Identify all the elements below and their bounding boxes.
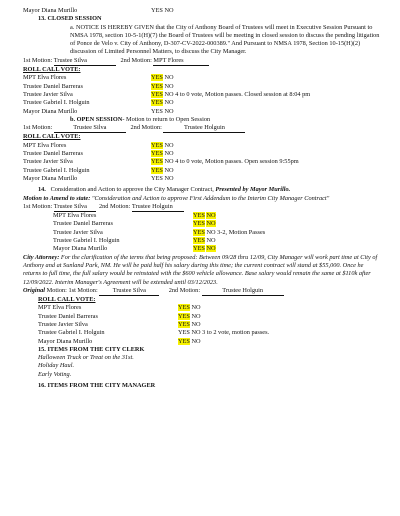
vote-row (23, 108, 380, 116)
vote-row (38, 304, 380, 312)
section-14-heading: 14. Consideration and Action to approve the City Manager Contract, Presented by Mayor Murillo. (38, 186, 291, 194)
motion-line (23, 124, 380, 133)
vote-value (151, 142, 174, 150)
yes-highlight: YES (193, 245, 205, 253)
vote-value (178, 304, 201, 312)
voter-name: Mayor Diana Murillo (23, 174, 78, 182)
voter-name: Trustee Daniel Barreras (23, 150, 83, 158)
voter-name: Trustee Gabriel I. Holguin (38, 329, 105, 337)
vote-value (178, 321, 201, 329)
motion-line (23, 57, 380, 66)
voter-name: Mayor Diana Murillo (38, 337, 93, 345)
no-highlight: NO (206, 212, 216, 220)
vote-detail: NO (162, 74, 174, 82)
vote-detail: NO 3-2, Motion Passes (204, 228, 266, 236)
yes-highlight: YES (193, 228, 205, 236)
original-votes (38, 304, 380, 345)
section-13-heading: 13. CLOSED SESSION (38, 15, 102, 23)
vote-detail: NO (162, 166, 174, 174)
yes-highlight: YES (193, 237, 205, 245)
vote-value: YES NO (151, 7, 174, 14)
voter-name: Trustee Daniel Barreras (38, 312, 98, 320)
vote-detail: YES NO (151, 107, 174, 115)
vote-value (151, 108, 174, 116)
yes-highlight: YES (151, 99, 163, 107)
vote-row (38, 313, 380, 321)
closed-session-notice: a. NOTICE IS HEREBY GIVEN that the City of Anthony Board of Trustees will meet in Executive Session Pursuant to NMSA 1978, section 10-5-1(H)(7) the Board of Trustees will be meeting in closed session to discuss the pending litigation of Ponce de Velo v. City of Anthony, D-307-CV-2022-000389." And Pursuant to NMSA 1978, Section 10-15(H)(2) discussion of Limited Personnel Matters, to discuss the City Manager. (70, 23, 380, 56)
vote-row (53, 220, 380, 228)
first-motion-label: 1st Motion: (23, 56, 53, 64)
roll-call-heading: ROLL CALL VOTE: (38, 296, 96, 304)
vote-row (53, 212, 380, 220)
vote-row (23, 83, 380, 91)
open-session-line (70, 116, 380, 124)
vote-value (151, 83, 174, 91)
vote-value (193, 237, 216, 245)
roll-call-votes (23, 142, 380, 183)
yes-highlight: YES (151, 166, 163, 174)
yes-highlight: YES (151, 74, 163, 82)
original-motion-line: Original Motion: 1st Motion: Trustee Silva 2nd Motion: Trustee Holguin (23, 287, 380, 296)
voter-name: Trustee Gabriel I. Holguin (23, 166, 90, 174)
vote-row (53, 245, 380, 253)
vote-value (151, 158, 299, 166)
no-highlight: NO (206, 220, 216, 228)
vote-value (178, 329, 269, 337)
amend-votes (53, 212, 380, 253)
vote-row (23, 158, 380, 166)
clerk-item: Holiday Haul. (38, 362, 75, 370)
vote-detail: YES NO (151, 174, 174, 182)
yes-highlight: YES (151, 141, 163, 149)
section-16-heading: 16. ITEMS FROM THE CITY MANAGER (38, 382, 156, 390)
vote-value (151, 175, 174, 183)
vote-detail: NO (189, 304, 201, 312)
vote-detail: NO (162, 99, 174, 107)
vote-value (151, 74, 174, 82)
first-motion-label: 1st Motion: (23, 124, 53, 132)
first-motion-name: Trustee Silva (54, 203, 96, 212)
vote-value (178, 313, 201, 321)
second-motion-label: 2nd Motion: (120, 56, 152, 64)
vote-row (23, 99, 380, 107)
section-15-heading: 15. ITEMS FROM THE CITY CLERK (38, 345, 145, 353)
vote-value (151, 99, 174, 107)
vote-value (193, 229, 265, 237)
vote-row (23, 142, 380, 150)
vote-row (38, 329, 380, 337)
voter-name: Trustee Gabriel I. Holguin (53, 237, 120, 245)
roll-call-votes (23, 74, 380, 115)
voter-name: Mayor Diana Murillo (23, 107, 78, 115)
voter-name: Trustee Daniel Barreras (23, 82, 83, 90)
vote-row (38, 338, 380, 346)
second-motion-name: Trustee Holguin (163, 124, 245, 133)
yes-highlight: YES (151, 158, 163, 166)
vote-row (23, 7, 380, 15)
roll-call-heading: ROLL CALL VOTE: (23, 66, 81, 74)
vote-value (193, 220, 216, 228)
vote-detail: NO (189, 337, 201, 345)
clerk-items (38, 354, 380, 379)
vote-row (38, 321, 380, 329)
voter-name: MPT Elva Flores (23, 74, 67, 82)
vote-row (23, 167, 380, 175)
yes-highlight: YES (193, 212, 205, 220)
vote-detail: NO (162, 82, 174, 90)
motion-line: 1st Motion: Trustee Silva 2nd Motion: Trustee Holguin (23, 203, 380, 212)
vote-detail: NO 4 to 0 vote, Motion passes. Closed session at 8:04 pm (162, 90, 311, 98)
voter-name: Mayor Diana Murillo (23, 7, 78, 14)
vote-row (23, 175, 380, 183)
vote-detail: YES NO 3 to 2 vote, motion passes. (178, 329, 270, 337)
voter-name: Trustee Daniel Barreras (53, 220, 113, 228)
voter-name: Mayor Diana Murillo (53, 245, 108, 253)
vote-value (178, 338, 201, 346)
voter-name: MPT Elva Flores (23, 141, 67, 149)
vote-detail: NO (189, 312, 201, 320)
vote-value (193, 212, 216, 220)
voter-name: Trustee Gabriel I. Holguin (23, 99, 90, 107)
vote-detail: NO (204, 237, 216, 245)
yes-highlight: YES (151, 82, 163, 90)
voter-name: Trustee Javier Silva (23, 158, 73, 166)
vote-detail: NO (162, 141, 174, 149)
yes-highlight: YES (178, 304, 190, 312)
open-session-text: - Motion to return to Open Session (122, 115, 211, 123)
no-highlight: NO (206, 245, 216, 253)
clerk-item: Halloween Truck or Treat on the 31st. (38, 354, 134, 362)
second-motion-name: MPT Flores (153, 57, 209, 66)
vote-row (23, 74, 380, 82)
vote-value (151, 150, 174, 158)
yes-highlight: YES (178, 320, 190, 328)
voter-name: MPT Elva Flores (38, 304, 82, 312)
roll-call-heading: ROLL CALL VOTE: (23, 133, 81, 141)
vote-row (23, 150, 380, 158)
vote-detail: NO 4 to 0 vote, Motion passes. Open session 9:55pm (162, 158, 299, 166)
voter-name: MPT Elva Flores (53, 212, 97, 220)
city-attorney-note: City Attorney: For the clarification of the terms that being proposed: Between 09/28 thru 12/09, City Manager will work part time at City of Anthony and at Sunland Park, NM. He will be paid half his salary during this time; the current contract will stand at $55,000. Once he returns to full time, the full salary would be reinstated with the $600 vehicle allowance. Base salary would remain the same at $110k after 12/09/2022. Interim Manager's Agreement will be extended until 03/12/2023. (23, 253, 378, 286)
yes-highlight: YES (151, 150, 163, 158)
vote-value (193, 245, 216, 253)
clerk-item: Early Voting. (38, 370, 72, 378)
voter-name: Trustee Javier Silva (53, 228, 103, 236)
second-motion-name: Trustee Holguin (202, 287, 284, 296)
vote-row (53, 237, 380, 245)
second-motion-name: Trustee Holguin (132, 203, 184, 212)
vote-row (23, 91, 380, 99)
vote-detail: NO (162, 150, 174, 158)
motion-to-amend: Motion to Amend to state: "Consideration and Action to approve First Addendum to the Interim City Manager Contract" (23, 194, 330, 202)
first-motion-name: Trustee Silva (54, 124, 126, 133)
yes-highlight: YES (178, 337, 190, 345)
yes-highlight: YES (193, 220, 205, 228)
second-motion-label: 2nd Motion: (130, 124, 162, 132)
vote-value (151, 91, 310, 99)
voter-name: Trustee Javier Silva (38, 320, 88, 328)
vote-detail: NO (189, 320, 201, 328)
voter-name: Trustee Javier Silva (23, 90, 73, 98)
vote-row (53, 229, 380, 237)
vote-value (151, 167, 174, 175)
yes-highlight: YES (178, 312, 190, 320)
first-motion-name: Trustee Silva (54, 57, 116, 66)
first-motion-name: Trustee Silva (99, 287, 159, 296)
open-session-heading: b. OPEN SESSION (70, 115, 123, 123)
yes-highlight: YES (151, 90, 163, 98)
